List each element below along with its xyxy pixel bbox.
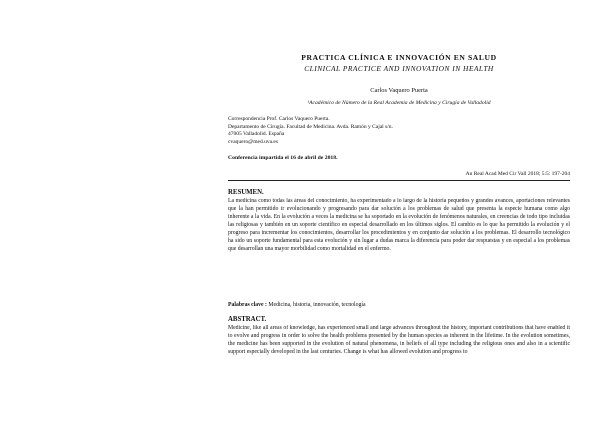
header-divider: [228, 180, 570, 181]
keywords-label: Palabras clave :: [228, 302, 267, 308]
keywords-value: Medicina, historia, innovación, tecnología: [268, 302, 366, 308]
abstract-heading: ABSTRACT.: [228, 316, 267, 323]
correspondence-block: [228, 116, 570, 146]
correspondence-line: Departamento de Cirugía. Facultad de Medicina. Avda. Ramón y Cajal s/n.: [228, 123, 393, 130]
author-affiliation: ¹Académico de Número de la Real Academia de Medicina y Cirugía de Valladolid: [307, 100, 491, 106]
journal-citation: An Real Acad Med Cir Vall 2018; 5:5: 197-204: [465, 171, 570, 177]
article-subtitle: CLINICAL PRACTICE AND INNOVATION IN HEALTH: [304, 64, 494, 73]
correspondence-email[interactable]: cvaquero@med.uva.es: [228, 138, 278, 145]
article-title: PRACTICA CLÍNICA E INNOVACIÓN EN SALUD: [301, 53, 497, 62]
conference-note: Conferencia impartida el 16 de abril de 2018.: [228, 155, 338, 161]
author-name: Carlos Vaquero Puerta: [370, 87, 428, 94]
keywords-line: [228, 302, 366, 308]
resumen-text: La medicina como todas las áreas del conocimiento, ha experimentado a lo largo de la historia pequeños y grandes avances, aportaciones relevantes que la han permitido ir evolucionando y progresando para dar solución a los problemas de salud que presenta la especie humana como algo inherente a la vida. En la evolución a veces la medicina se ha soportado en la evolución de fenómenos naturales, en creencias de todo tipo incluidas las religiosas y también en un soporte científico en especial desarrollado en los últimos siglos. El cambio es lo que ha permitido la evolución y el progreso para incrementar los conocimientos, desarrollar los procedimientos y en conjunto dar solución a los problemas. El desarrollo tecnológico ha sido un soporte fundamental para esta evolución y sin lugar a dudas marca la diferencia para poder dar respuestas y en especial a los problemas que desarrollan una mayor morbilidad como mortalidad en el enfermo.: [228, 198, 570, 252]
correspondence-line: Correspondencia Prof. Carlos Vaquero Puerta.: [228, 116, 330, 122]
resumen-heading: RESUMEN.: [228, 189, 264, 196]
abstract-text: Medicine, like all areas of knowledge, has experienced small and large advances throughout the history, important contributions that have enabled it to evolve and progress in order to solve the health problems presented by the human species as inherent in the lifetime. In the evolution sometimes, the medicine has been supported in the evolution of natural phenomena, in beliefs of all type including the religious ones and also in a scientific support especially developed in the last centuries. Change is what has allowed evolution and progress to: [228, 325, 570, 355]
correspondence-line: 47005 Valladolid. España: [228, 131, 285, 138]
